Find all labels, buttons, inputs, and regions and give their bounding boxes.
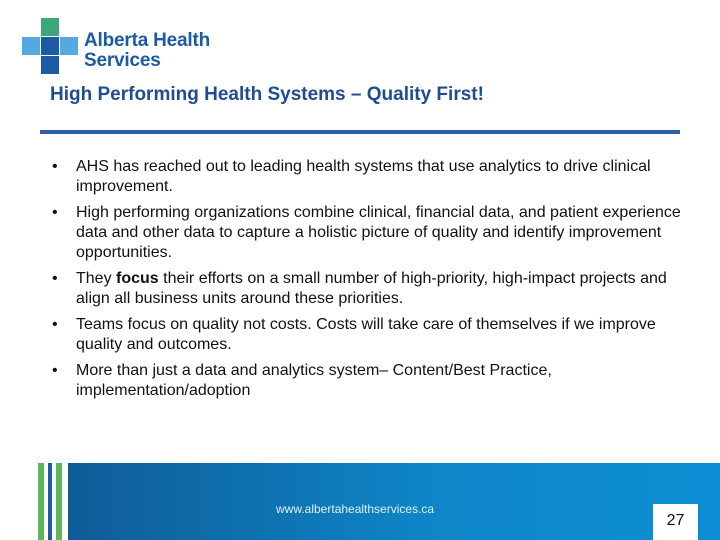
bullet-text: More than just a data and analytics system– Content/Best Practice, implementation/adoption — [76, 362, 552, 399]
bullet-text — [76, 270, 667, 307]
bullet-emphasis: focus — [116, 270, 159, 287]
bullet-text: Teams focus on quality not costs. Costs will take care of themselves if we improve quality and outcomes. — [76, 316, 656, 353]
footer-stripe-green — [38, 463, 44, 540]
logo-line-1: Alberta Health — [84, 30, 211, 51]
bullet-dot: • — [52, 316, 58, 333]
footer-stripe-blue — [48, 463, 52, 540]
bullet-dot: • — [52, 204, 58, 221]
footer-url: www.albertahealthservices.ca — [276, 502, 435, 516]
bullet-item — [52, 315, 682, 355]
bullet-item — [52, 269, 682, 309]
footer-stripe-green-2 — [56, 463, 62, 540]
bullet-text-after: their efforts on a small number of high-priority, high-impact projects and align all business units around these priorities. — [76, 270, 667, 307]
bullet-text: High performing organizations combine clinical, financial data, and patient experience data and other data to capture a holistic picture of quality and identify improvement opportunities. — [76, 204, 681, 261]
logo-line-2: Services — [84, 50, 161, 71]
logo-wordmark — [84, 31, 210, 71]
bullet-item — [52, 361, 682, 401]
bullet-dot: • — [52, 158, 58, 175]
bullet-dot: • — [52, 362, 58, 379]
bullet-item — [52, 203, 682, 263]
page-number-box — [653, 504, 698, 540]
bullet-list — [52, 157, 682, 407]
bullet-text: AHS has reached out to leading health systems that use analytics to drive clinical improvement. — [76, 158, 651, 195]
bullet-dot: • — [52, 270, 58, 287]
bullet-item — [52, 157, 682, 197]
alberta-health-services-logo — [22, 18, 212, 72]
bullet-text-before: They — [76, 270, 117, 287]
title-divider — [40, 130, 680, 134]
slide-title: High Performing Health Systems – Quality First! — [50, 84, 484, 105]
cross-logo-icon — [22, 18, 78, 74]
footer-band — [0, 463, 720, 540]
page-number: 27 — [666, 512, 685, 529]
